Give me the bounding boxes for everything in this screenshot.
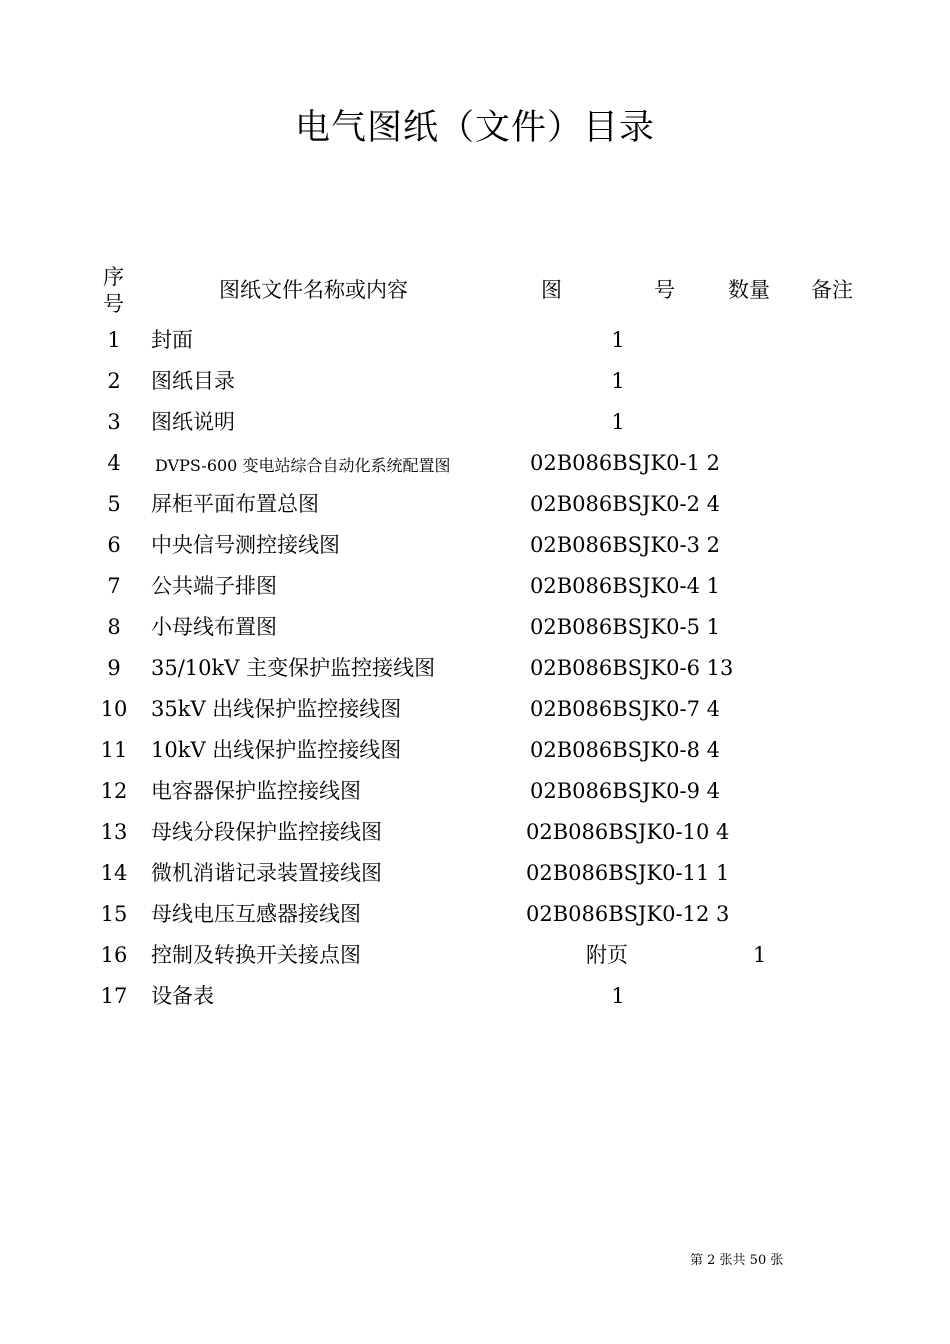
row-name: 电容器保护监控接线图	[151, 779, 361, 803]
page-footer: 第 2 张共 50 张	[690, 1253, 784, 1268]
row-number: 4	[107, 451, 121, 475]
row-qty: 1	[611, 410, 625, 434]
row-name: 母线电压互感器接线图	[151, 902, 361, 926]
row-name: DVPS-600 变电站综合自动化系统配置图	[155, 456, 451, 475]
row-number: 14	[100, 861, 128, 885]
row-code: 02B086BSJK0-2 4	[530, 492, 721, 516]
row-number: 6	[107, 533, 121, 557]
row-code: 02B086BSJK0-10 4	[526, 820, 730, 844]
row-number: 9	[107, 656, 121, 680]
row-number: 1	[107, 328, 121, 352]
row-code: 附页	[586, 943, 628, 967]
row-code: 02B086BSJK0-1 2	[530, 451, 721, 475]
row-number: 7	[107, 574, 121, 598]
header-name: 图纸文件名称或内容	[219, 278, 408, 302]
row-name: 屏柜平面布置总图	[151, 492, 319, 516]
row-number: 17	[100, 984, 128, 1008]
row-name: 图纸说明	[151, 410, 235, 434]
row-code: 02B086BSJK0-9 4	[530, 779, 721, 803]
row-name: 35kV 出线保护监控接线图	[151, 697, 402, 721]
row-number: 12	[100, 779, 128, 803]
row-qty: 1	[611, 328, 625, 352]
row-name: 图纸目录	[151, 369, 235, 393]
row-code: 02B086BSJK0-4 1	[530, 574, 721, 598]
header-remark: 备注	[811, 278, 853, 302]
header-seq-1: 序	[103, 265, 124, 289]
row-code: 02B086BSJK0-8 4	[530, 738, 721, 762]
row-name: 封面	[151, 328, 193, 352]
row-name: 中央信号测控接线图	[151, 533, 340, 557]
row-name: 控制及转换开关接点图	[151, 943, 361, 967]
row-name: 微机消谐记录装置接线图	[151, 861, 382, 885]
row-number: 16	[100, 943, 128, 967]
row-name: 35/10kV 主变保护监控接线图	[151, 656, 436, 680]
row-number: 11	[100, 738, 128, 762]
row-qty: 1	[753, 943, 767, 967]
document-title: 电气图纸（文件）目录	[294, 108, 655, 148]
row-code: 02B086BSJK0-5 1	[530, 615, 721, 639]
row-code: 02B086BSJK0-11 1	[526, 861, 730, 885]
header-qty: 数量	[728, 278, 770, 302]
row-name: 公共端子排图	[151, 574, 277, 598]
row-number: 15	[100, 902, 128, 926]
row-name: 母线分段保护监控接线图	[151, 820, 382, 844]
row-code: 02B086BSJK0-3 2	[530, 533, 721, 557]
header-seq-2: 号	[103, 292, 124, 316]
row-number: 10	[100, 697, 128, 721]
row-name: 小母线布置图	[151, 615, 277, 639]
row-code: 02B086BSJK0-6 13	[530, 656, 734, 680]
row-code: 02B086BSJK0-7 4	[530, 697, 721, 721]
row-name: 10kV 出线保护监控接线图	[151, 738, 402, 762]
row-code: 02B086BSJK0-12 3	[526, 902, 730, 926]
row-name: 设备表	[151, 984, 214, 1008]
row-number: 3	[107, 410, 121, 434]
row-number: 13	[100, 820, 128, 844]
row-number: 5	[107, 492, 121, 516]
header-code-a: 图	[541, 278, 562, 302]
row-number: 2	[107, 369, 121, 393]
row-qty: 1	[611, 984, 625, 1008]
header-code-b: 号	[654, 278, 675, 302]
row-number: 8	[107, 615, 121, 639]
row-qty: 1	[611, 369, 625, 393]
